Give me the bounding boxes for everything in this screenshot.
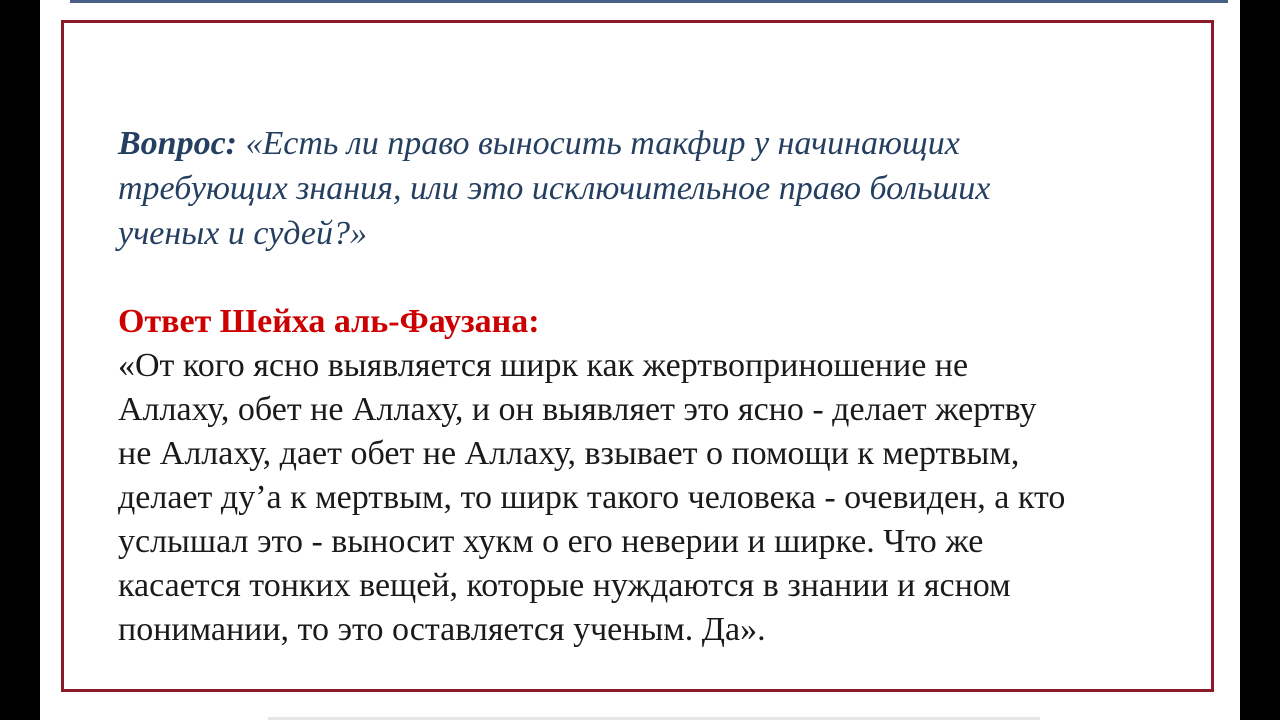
question-text-1: «Есть ли право выносить такфир у начинающих xyxy=(237,125,960,162)
answer-line-5: услышал это - выносит хукм о его неверии и ширке. Что же xyxy=(118,523,984,560)
top-divider xyxy=(70,0,1228,3)
question-line-3: ученых и судей?» xyxy=(118,215,367,252)
answer-line-6: касается тонких вещей, которые нуждаются в знании и ясном xyxy=(118,567,1011,604)
slide-page xyxy=(40,0,1240,720)
question-line-1 xyxy=(118,121,1158,166)
answer-line-7: понимании, то это оставляется ученым. Да». xyxy=(118,611,766,648)
answer-line-2: Аллаху, обет не Аллаху, и он выявляет это ясно - делает жертву xyxy=(118,391,1037,428)
answer-line-1: «От кого ясно выявляется ширк как жертвоприношение не xyxy=(118,347,969,384)
question-block xyxy=(118,121,1158,256)
answer-line-4: делает ду’а к мертвым, то ширк такого человека - очевиден, а кто xyxy=(118,479,1066,516)
question-label: Вопрос: xyxy=(118,125,237,162)
answer-line-3: не Аллаху, дает обет не Аллаху, взывает о помощи к мертвым, xyxy=(118,435,1020,472)
question-line-2: требующих знания, или это исключительное право больших xyxy=(118,170,991,207)
answer-heading: Ответ Шейха аль-Фаузана: xyxy=(118,303,540,340)
